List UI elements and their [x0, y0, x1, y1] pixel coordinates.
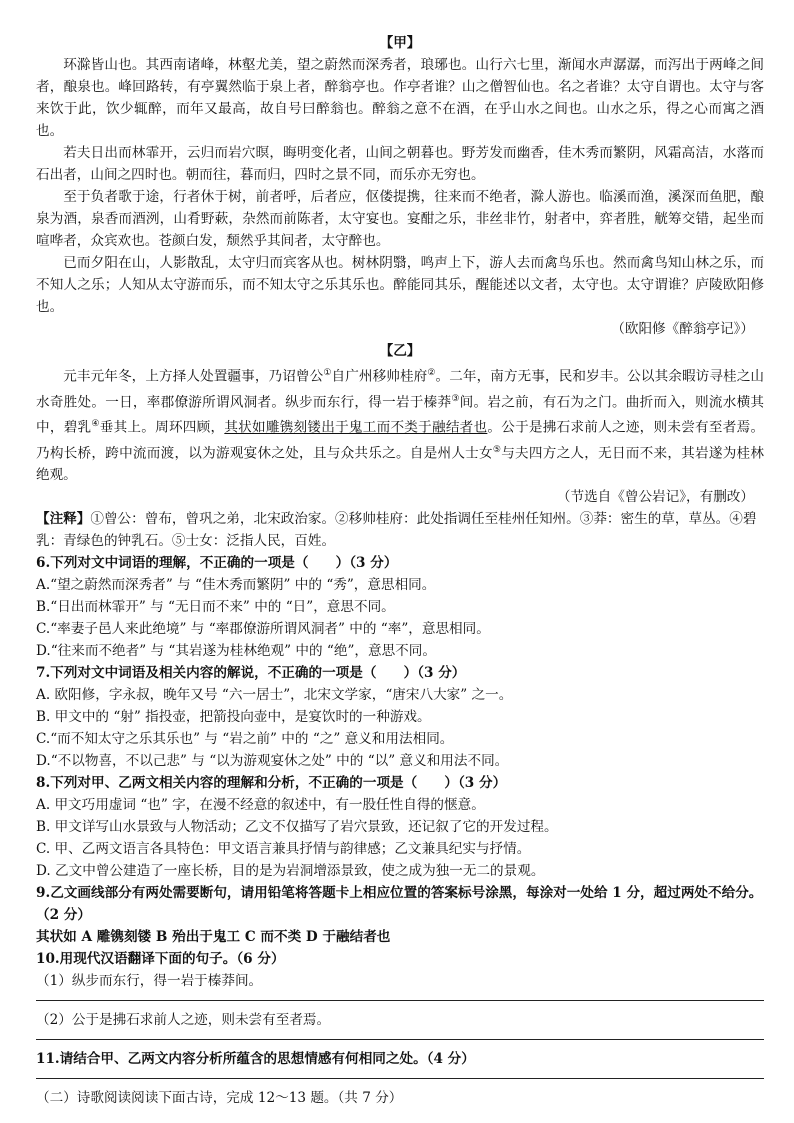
footnote-mark: ④ [91, 419, 100, 430]
yi-text: 垂其上。周环四顾， [99, 419, 225, 436]
q7-option-a: A. 欧阳修，字永叔，晚年又号 “六一居士”，北宋文学家，“唐宋八大家” 之一。 [36, 687, 513, 704]
footnote-mark: ② [427, 368, 436, 378]
q9-sentence: 其状如 A 雕镌刻镂 B 殆出于鬼工 C 而不类 D 于融结者也 [36, 929, 391, 946]
answer-line[interactable] [36, 1070, 764, 1079]
question-8: 8.下列对甲、乙两文相关内容的理解和分析，不正确的一项是（ ）（3 分） [36, 775, 507, 792]
yi-text: 自广州移帅桂府 [331, 368, 428, 385]
yi-text: 。公于是拂石求前人之迹，则未尝有至者焉。乃构长桥，跨中流而渡，以为游观宴休之处，且与众共乐之。自是州人士女 [36, 419, 765, 462]
q6-option-a: A.“望之蔚然而深秀者” 与 “佳木秀而繁阴” 中的 “秀”，意思相同。 [36, 577, 436, 594]
heading-yi: 【乙】 [379, 343, 421, 359]
exam-page [36, 32, 764, 1109]
jia-paragraph-4: 已而夕阳在山，人影散乱，太守归而宾客从也。树林阴翳，鸣声上下，游人去而禽鸟乐也。然而禽鸟知山林之乐，而不知人之乐；人知从太守游而乐，而不知太守之乐其乐也。醉能同其乐，醒能述以文者，太守也。太守谓谁？庐陵欧阳修也。 [36, 255, 764, 315]
q7-option-b: B. 甲文中的 “射” 指投壶，把箭投向壶中，是宴饮时的一种游戏。 [36, 709, 431, 726]
q6-option-c: C.“率妻子邑人来此绝境” 与 “率郡僚游所谓风洞者” 中的 “率”，意思相同。 [36, 621, 490, 638]
question-7: 7.下列对文中词语及相关内容的解说，不正确的一项是（ ）（3 分） [36, 665, 466, 682]
notes-text: ①曾公：曾布，曾巩之弟，北宋政治家。②移帅桂府：此处指调任至桂州任知州。③莽：密生的草，草丛。④碧乳：青绿色的钟乳石。⑤士女：泛指人民，百姓。 [36, 511, 757, 550]
q7-option-d: D.“不以物喜，不以己悲” 与 “以为游观宴休之处” 中的 “以” 意义和用法不同。 [36, 753, 509, 770]
q6-option-d: D.“往来而不绝者” 与 “其岩遂为桂林绝观” 中的 “绝”，意思不同。 [36, 643, 436, 660]
section-2-title: （二）诗歌阅读阅读下面古诗，完成 12～13 题。（共 7 分） [36, 1090, 403, 1107]
question-10: 10.用现代汉语翻译下面的句子。（6 分） [36, 951, 285, 968]
q10-sentence-2: （2）公于是拂石求前人之迹，则未尝有至者焉。 [36, 1012, 331, 1029]
yi-text: 元丰元年冬，上方择人处置疆事，乃诏曾公 [63, 368, 324, 385]
yi-text: 。二年，南方无事，民和岁丰。公以其余暇访寻桂之山水奇胜处。一日，率郡僚游所谓风洞者。纵步而东行，得一岩于榛莽 [36, 368, 765, 411]
q6-option-b: B.“日出而林霏开” 与 “无日而不来” 中的 “日”，意思不同。 [36, 599, 395, 616]
underlined-sentence: 其状如雕镌刻镂出于鬼工而不类于融结者也 [224, 419, 488, 436]
jia-paragraph-2: 若夫日出而林霏开，云归而岩穴暝，晦明变化者，山间之朝暮也。野芳发而幽香，佳木秀而繁阴，风霜高洁，水落而石出者，山间之四时也。朝而往，暮而归，四时之景不同，而乐亦无穷也。 [36, 145, 764, 183]
question-9: 9.乙文画线部分有两处需要断句，请用铅笔将答题卡上相应位置的答案标号涂黑，每涂对一处给 1 分，超过两处不给分。（2 分） [36, 885, 763, 924]
footnote-mark: ③ [451, 393, 460, 404]
question-11: 11.请结合甲、乙两文内容分析所蕴含的思想情感有何相同之处。（4 分） [36, 1051, 475, 1068]
answer-line[interactable] [36, 1031, 764, 1040]
q8-option-c: C. 甲、乙两文语言各具特色：甲文语言兼具抒情与韵律感；乙文兼具纪实与抒情。 [36, 841, 531, 858]
footnote-mark: ⑤ [492, 444, 502, 455]
notes [36, 508, 764, 552]
jia-paragraph-1: 环滁皆山也。其西南诸峰，林壑尤美，望之蔚然而深秀者，琅琊也。山行六七里，渐闻水声潺潺，而泻出于两峰之间者，酿泉也。峰回路转，有亭翼然临于泉上者，醉翁亭也。作亭者谁？山之僧智仙也。名之者谁？太守自谓也。太守与客来饮于此，饮少辄醉，而年又最高，故自号曰醉翁也。醉翁之意不在酒，在乎山水之间也。山水之乐，得之心而寓之酒也。 [36, 57, 764, 139]
answer-line[interactable] [36, 992, 764, 1001]
yi-source: （节选自《曾公岩记》，有删改） [556, 489, 754, 506]
yi-text: 与夫四方之人，无日而不来，其岩遂为桂林绝观。 [36, 445, 764, 484]
question-6: 6.下列对文中词语的理解，不正确的一项是（ ）（3 分） [36, 555, 398, 572]
jia-paragraph-3: 至于负者歌于途，行者休于树，前者呼，后者应，伛偻提携，往来而不绝者，滁人游也。临溪而渔，溪深而鱼肥，酿泉为酒，泉香而酒洌，山肴野蔌，杂然而前陈者，太守宴也。宴酣之乐，非丝非竹，射者中，弈者胜，觥筹交错，起坐而喧哗者，众宾欢也。苍颜白发，颓然乎其间者，太守醉也。 [36, 189, 764, 249]
q7-option-c: C.“而不知太守之乐其乐也” 与 “岩之前” 中的 “之” 意义和用法相同。 [36, 731, 454, 748]
q8-option-b: B. 甲文详写山水景致与人物活动；乙文不仅描写了岩穴景致，还记叙了它的开发过程。 [36, 819, 558, 836]
q8-option-d: D. 乙文中曾公建造了一座长桥，目的是为岩洞增添景致，使之成为独一无二的景观。 [36, 863, 545, 880]
q8-option-a: A. 甲文巧用虚词 “也” 字，在漫不经意的叙述中，有一股任性自得的惬意。 [36, 797, 485, 814]
yi-paragraph [36, 362, 764, 486]
heading-jia: 【甲】 [379, 35, 421, 51]
jia-source: （欧阳修《醉翁亭记》） [611, 321, 754, 337]
q10-sentence-1: （1）纵步而东行，得一岩于榛莽间。 [36, 973, 263, 990]
footnote-mark: ① [323, 368, 332, 378]
yi-text: 间。岩之前，有石为之门。曲折而入，则流水横其中，碧乳 [36, 394, 765, 436]
notes-label: 【注释】 [36, 511, 91, 528]
